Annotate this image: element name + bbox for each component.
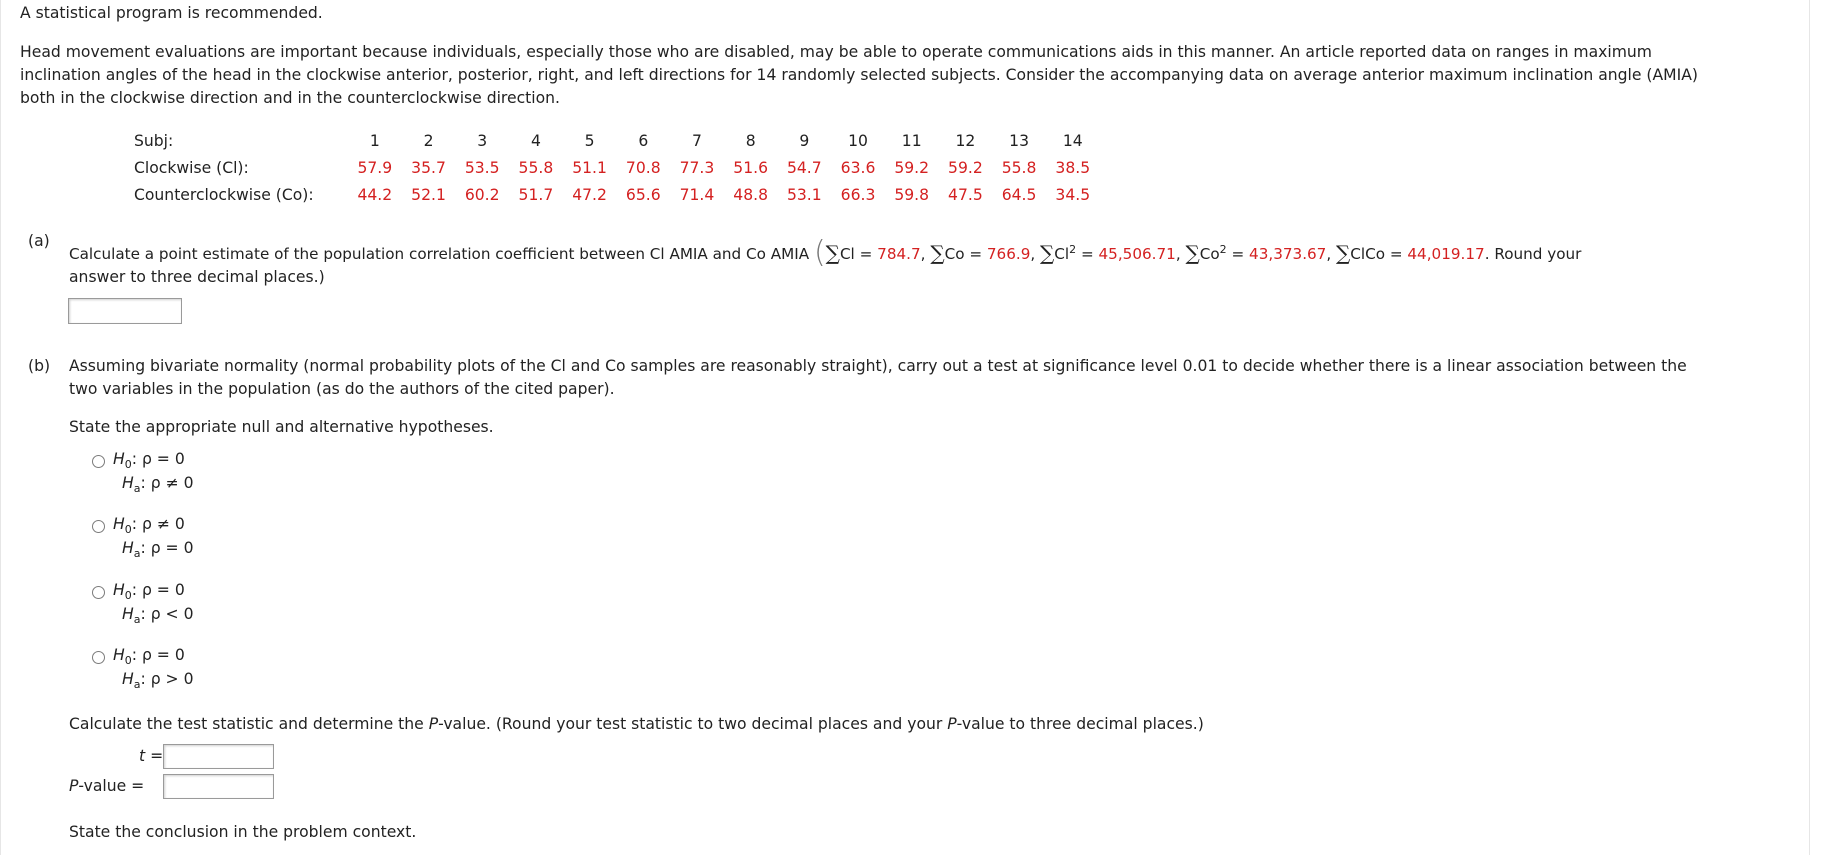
intro-line-1: Head movement evaluations are important because individuals, especially those who are disabled, may be able to operate communications aids in this manner. An article reported data on ranges in maximum	[20, 43, 1652, 61]
cell: 38.5	[1055, 159, 1091, 177]
notice-text: A statistical program is recommended.	[20, 4, 323, 22]
sum-icon: ∑	[930, 241, 945, 265]
part-a-label: (a)	[28, 232, 50, 250]
cell: 47.2	[572, 186, 607, 204]
cell: 64.5	[1001, 186, 1037, 204]
stat-prompt-p: P	[428, 715, 439, 733]
cell: 7	[692, 132, 702, 150]
cell: 34.5	[1055, 186, 1091, 204]
cell: 70.8	[625, 159, 661, 177]
option-2-h0-value: ρ ≠ 0	[141, 515, 185, 533]
stat-prompt-p2: P	[947, 715, 957, 733]
part-b-label: (b)	[28, 357, 51, 375]
sum-co-value: 766.9	[986, 245, 1031, 263]
stat-prompt-part-3: -value to three decimal places.)	[956, 715, 1204, 733]
option-1-ha-value: ρ ≠ 0	[150, 474, 194, 492]
part-b-text-1: Assuming bivariate normality (normal probability plots of the Cl and Co samples are reasonably straight), carry out a test at significance level 0.01 to decide whether there is a linear association between the	[69, 357, 1687, 375]
sum-icon: ∑	[1336, 241, 1351, 265]
correlation-answer-input[interactable]	[68, 298, 182, 324]
cell: 4	[530, 132, 541, 150]
option-2-ha: $H_a$: ρ = 0	[122, 539, 194, 561]
part-a-text-2: answer to three decimal places.)	[69, 268, 325, 286]
cell: 13	[1009, 132, 1030, 150]
cell: 9	[799, 132, 810, 150]
option-3-h0-value: ρ = 0	[141, 581, 185, 599]
option-4-ha-value: ρ > 0	[150, 670, 194, 688]
option-2-h0: $H_0$: ρ ≠ 0	[113, 515, 185, 537]
sum-co2-value: 43,373.67	[1249, 245, 1327, 263]
stat-prompt-part-2: -value. (Round your test statistic to two decimal places and your	[438, 715, 948, 733]
sum-icon: ∑	[1185, 241, 1200, 265]
cell: 71.4	[679, 186, 715, 204]
subject-row	[134, 128, 1100, 155]
intro-line-3: both in the clockwise direction and in the counterclockwise direction.	[20, 89, 560, 107]
option-2-ha-value: ρ = 0	[150, 539, 194, 557]
t-label: t =	[139, 747, 164, 765]
cell: 35.7	[411, 159, 446, 177]
counterclockwise-row	[134, 182, 1100, 209]
cell: 8	[745, 132, 756, 150]
sum-clco-label: ClCo =	[1350, 245, 1408, 263]
cell: 51.6	[733, 159, 769, 177]
t-label-text: t	[139, 747, 146, 765]
p-value-label-p: P	[69, 777, 79, 795]
clockwise-row	[134, 155, 1100, 182]
part-b-text-2: two variables in the population (as do the authors of the cited paper).	[69, 380, 615, 398]
intro-line-2: inclination angles of the head in the clockwise anterior, posterior, right, and left directions for 14 randomly selected subjects. Consider the accompanying data on average anterior maximum inclination angle (AMIA)	[20, 66, 1698, 84]
open-paren: (	[813, 235, 826, 270]
option-1-h0-value: ρ = 0	[141, 450, 185, 468]
row-label: Subj:	[134, 132, 174, 150]
sum-co-label: Co =	[944, 245, 987, 263]
part-a-text-end: Round your	[1494, 245, 1582, 263]
option-3-h0: $H_0$: ρ = 0	[113, 581, 185, 603]
option-4-h0-value: ρ = 0	[141, 646, 185, 664]
data-table	[134, 128, 1100, 209]
cell: 1	[369, 132, 380, 150]
option-1-ha: $H_a$: ρ ≠ 0	[122, 474, 194, 496]
cell: 48.8	[733, 186, 769, 204]
cell: 12	[955, 132, 976, 150]
p-value-label-text: -value	[78, 777, 127, 795]
cell: 77.3	[679, 159, 715, 177]
option-4-ha: $H_a$: ρ > 0	[122, 670, 194, 692]
t-statistic-input[interactable]	[163, 744, 274, 769]
hypothesis-option-2-radio[interactable]	[92, 520, 105, 533]
sum-icon: ∑	[1040, 241, 1055, 265]
cell: 52.1	[411, 186, 446, 204]
cell: 59.8	[894, 186, 930, 204]
hypothesis-option-4-radio[interactable]	[92, 651, 105, 664]
cell: 53.5	[464, 159, 500, 177]
cell: 47.5	[948, 186, 983, 204]
cell: 44.2	[357, 186, 393, 204]
hypothesis-option-3-radio[interactable]	[92, 586, 105, 599]
sum-cl2-value: 45,506.71	[1098, 245, 1176, 263]
cell: 59.2	[948, 159, 983, 177]
cell: 10	[848, 132, 868, 150]
sum-clco-value: 44,019.17	[1407, 245, 1485, 263]
cell: 53.1	[786, 186, 822, 204]
p-value-input[interactable]	[163, 774, 274, 799]
test-statistic-prompt	[69, 715, 1204, 733]
cell: 59.2	[894, 159, 930, 177]
cell: 60.2	[464, 186, 500, 204]
cell: 63.6	[840, 159, 876, 177]
cell: 11	[901, 132, 922, 150]
sum-icon: ∑	[825, 241, 840, 265]
row-label: Counterclockwise (Co):	[134, 186, 314, 204]
cell: 51.1	[572, 159, 607, 177]
cell: 55.8	[518, 159, 554, 177]
cell: 3	[477, 132, 488, 150]
option-4-h0: $H_0$: ρ = 0	[113, 646, 185, 668]
cell: 54.7	[786, 159, 822, 177]
row-label: Clockwise (Cl):	[134, 159, 249, 177]
p-value-label: P-value =	[69, 777, 145, 795]
cell: 57.9	[357, 159, 393, 177]
part-a-text: Calculate a point estimate of the population correlation coefficient between Cl AMIA and Co AMIA	[69, 245, 810, 263]
sum-cl-value: 784.7	[877, 245, 921, 263]
cell: 5	[584, 132, 595, 150]
cell: 66.3	[840, 186, 876, 204]
part-a-question: Calculate a point estimate of the population correlation coefficient between Cl AMIA and Co AMIA (∑Cl = 784.7, ∑Co = 766.9, $\sum Cl^2 = 45,506.71$, $\sum Co^2 = 43,373.67$, ∑ClCo = 44,019.17. Round your	[69, 235, 1582, 270]
hypotheses-prompt: State the appropriate null and alternative hypotheses.	[69, 418, 494, 436]
conclusion-prompt: State the conclusion in the problem context.	[69, 823, 417, 841]
sum-co2-label: Co	[1199, 245, 1220, 263]
sum-cl2-label: Cl	[1054, 245, 1070, 263]
option-1-h0: $H_0$: ρ = 0	[113, 450, 185, 472]
stat-prompt-part-1: Calculate the test statistic and determine the	[69, 715, 429, 733]
cell: 51.7	[518, 186, 554, 204]
option-3-ha: $H_a$: ρ < 0	[122, 605, 194, 627]
sum-cl-label: Cl =	[839, 245, 878, 263]
cell: 14	[1062, 132, 1083, 150]
hypothesis-option-1-radio[interactable]	[92, 455, 105, 468]
cell: 55.8	[1001, 159, 1037, 177]
cell: 65.6	[625, 186, 661, 204]
option-3-ha-value: ρ < 0	[150, 605, 194, 623]
cell: 6	[638, 132, 649, 150]
cell: 2	[423, 132, 434, 150]
